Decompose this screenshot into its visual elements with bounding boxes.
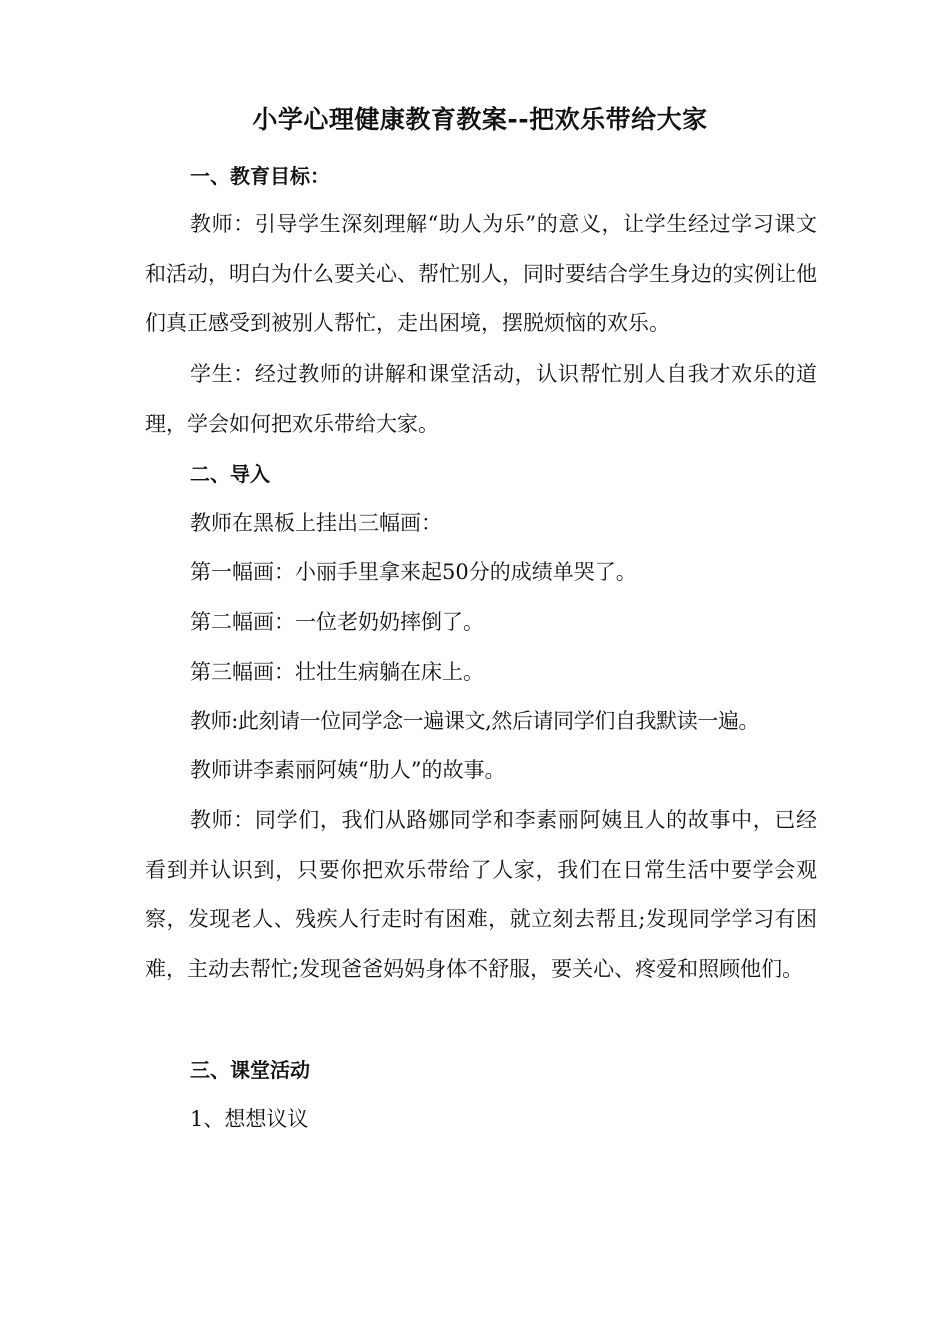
section-heading-activity: 三、课堂活动 <box>190 1058 310 1082</box>
paragraph-three-pictures: 教师在黑板上挂出三幅画： <box>190 511 442 535</box>
paragraph-teacher-goal: 教师：引导学生深刻理解“助人为乐”的意义，让学生经过学习课文和活动，明白为什么要关心、帮忙别人，同时要结合学生身边的实例让他们真正感受到被别人帮忙，走出困境，摆脱烦恼的欢乐。 <box>145 212 817 335</box>
paragraph-story: 教师讲李素丽阿姨“肋人”的故事。 <box>190 758 506 782</box>
section-heading-intro: 二、导入 <box>190 462 270 486</box>
paragraph-picture-one: 第一幅画：小丽手里拿来起50分的成绩单哭了。 <box>190 560 637 584</box>
section-heading-goals: 一、教育目标： <box>190 164 330 188</box>
paragraph-read-aloud: 教师:此刻请一位同学念一遍课文,然后请同学们自我默读一遍。 <box>190 709 760 733</box>
paragraph-student-goal: 学生：经过教师的讲解和课堂活动，认识帮忙别人自我才欢乐的道理，学会如何把欢乐带给大家。 <box>145 362 817 436</box>
paragraph-picture-three: 第三幅画：壮壮生病躺在床上。 <box>190 660 484 684</box>
paragraph-picture-two: 第二幅画：一位老奶奶摔倒了。 <box>190 610 484 634</box>
document-title: 小学心理健康教育教案--把欢乐带给大家 <box>252 105 708 134</box>
paragraph-think-discuss: 1、想想议议 <box>190 1107 309 1131</box>
paragraph-teacher-summary: 教师：同学们，我们从路娜同学和李素丽阿姨且人的故事中，已经看到并认识到，只要你把欢乐带给了人家，我们在日常生活中要学会观察，发现老人、残疾人行走时有困难，就立刻去帮且;发现同学学习有困难，主动去帮忙;发现爸爸妈妈身体不舒服，要关心、疼爱和照顾他们。 <box>145 808 817 981</box>
